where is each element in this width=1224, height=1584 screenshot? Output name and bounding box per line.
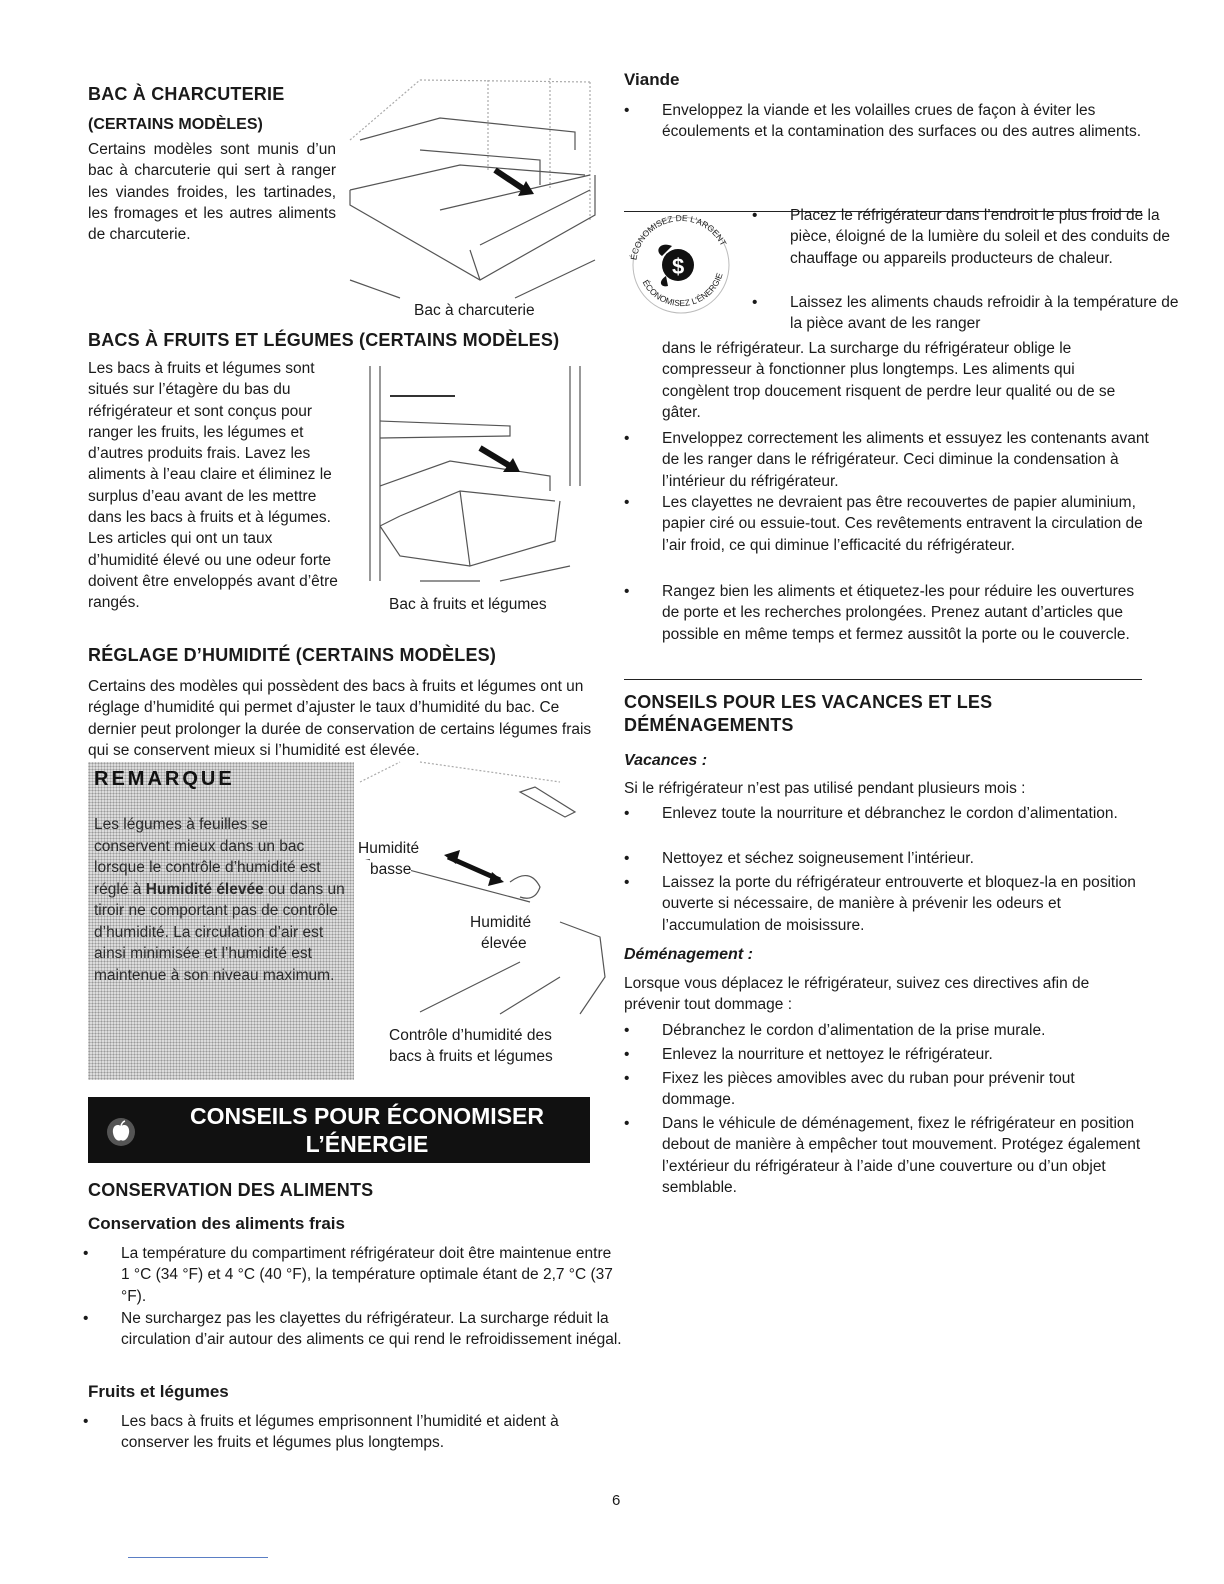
subsection-title-viande: Viande xyxy=(624,70,680,89)
footer-line xyxy=(128,1557,268,1558)
energy-bullet-3: • Enveloppez correctement les aliments et essuyez les contenants avant de les ranger dans le réfrigérateur. Ceci diminue la condensation à l’intérieur du réfrigérateur. xyxy=(624,428,1152,492)
demenagement-bullet-2: • Enlevez la nourriture et nettoyez le réfrigérateur. xyxy=(624,1044,1152,1065)
subsection-title-vacances: Vacances : xyxy=(624,752,708,769)
humidity-control-illustration xyxy=(360,762,610,1024)
energy-saving-logo xyxy=(622,206,740,324)
humidity-high-label-1: Humidité xyxy=(470,914,532,931)
subsection-title-fruits: Fruits et légumes xyxy=(88,1382,229,1401)
vacances-bullet-2: • Nettoyez et séchez soigneusement l’intérieur. xyxy=(624,848,1152,869)
section-title-vacances-line1: CONSEILS POUR LES VACANCES ET LES xyxy=(624,692,993,712)
section-title-conservation: CONSERVATION DES ALIMENTS xyxy=(88,1180,374,1200)
energy-bullet-2-continued: dans le réfrigérateur. La surcharge du réfrigérateur oblige le compresseur à fonctionner plus longtemps. Les aliments qui congèlent trop doucement risquent de perdre leur qualité ou de se gâter. xyxy=(662,340,1116,421)
bacs-fruits-caption: Bac à fruits et légumes xyxy=(389,596,547,613)
humidity-high-label-2: élevée xyxy=(481,935,527,952)
section-title-bac-charcuterie: BAC À CHARCUTERIE xyxy=(88,84,285,104)
bac-charcuterie-caption: Bac à charcuterie xyxy=(414,302,535,319)
banner-line-2: L’ÉNERGIE xyxy=(305,1131,429,1157)
humidity-low-label-2: basse xyxy=(370,861,412,878)
vacances-bullet-3: • Laissez la porte du réfrigérateur entrouverte et bloquez-la en position ouverte si nécessaire, de manière à prévenir les odeurs et l’accumulation de moisissure. xyxy=(624,872,1152,936)
humidity-caption-1: Contrôle d’humidité des xyxy=(389,1027,552,1044)
remarque-title: REMARQUE xyxy=(94,768,235,790)
remarque-text xyxy=(94,814,348,986)
energy-bullet-2-start: • Laissez les aliments chauds refroidir à la température de la pièce avant de les ranger xyxy=(752,292,1180,335)
humidity-caption-2: bacs à fruits et légumes xyxy=(389,1048,553,1065)
frais-bullet-1: • La température du compartiment réfrigérateur doit être maintenue entre 1 °C (34 °F) et 4 °C (40 °F), la température optimale étant de 2,7 °C (37 °F). xyxy=(83,1243,623,1307)
remarque-text-part2: ou dans un tiroir ne comportant pas de contrôle d’humidité. La circulation d’air est ainsi minimisée et l’humidité est maintenue à son niveau maximum. xyxy=(94,880,345,984)
energy-bullet-1: • Placez le réfrigérateur dans l’endroit le plus froid de la pièce, éloigné de la lumière du soleil et des conduits de chauffage ou appareils producteurs de chaleur. xyxy=(752,205,1180,269)
energy-bullet-5: • Rangez bien les aliments et étiquetez-les pour réduire les ouvertures de porte et les recherches prolongées. Prenez autant d’articles que possible en même temps et fermez aussitôt la porte ou le couvercle. xyxy=(624,581,1152,645)
demenagement-intro: Lorsque vous déplacez le réfrigérateur, suivez ces directives afin de prévenir tout dommage : xyxy=(624,975,1090,1014)
bacs-fruits-text: Les bacs à fruits et légumes sont situés sur l’étagère du bas du réfrigérateur et sont conçus pour ranger les fruits, les légumes et d’autres produits frais. Lavez les aliments à l’eau claire et éliminez le surplus d’eau avant de les mettre dans les bacs à fruits et à légumes. Les articles qui ont un taux d’humidité élevé ou une odeur forte doivent être enveloppés avant d’être rangés. xyxy=(88,360,338,612)
reglage-humidite-text: Certains des modèles qui possèdent des bacs à fruits et légumes ont un réglage d’humidité qui permet d’ajuster le taux d’humidité du bac. Ce dernier peut prolonger la durée de conservation de certains légumes frais qui se conservent mieux si l’humidité est élevée. xyxy=(88,678,592,759)
bac-charcuterie-text: Certains modèles sont munis d’un bac à charcuterie qui sert à ranger les viandes froides, les tartinades, les fromages et les autres aliments de charcuterie. xyxy=(88,141,336,244)
frais-bullet-2: • Ne surchargez pas les clayettes du réfrigérateur. La surcharge réduit la circulation d’air autour des aliments ce qui rend le refroidissement inégal. xyxy=(83,1308,623,1351)
subsection-title-demenagement: Déménagement : xyxy=(624,946,753,963)
subsection-title-frais: Conservation des aliments frais xyxy=(88,1214,345,1233)
svg-text:$: $ xyxy=(672,254,685,279)
energy-tips-banner xyxy=(88,1097,590,1163)
section-subtitle-certains-modeles: (CERTAINS MODÈLES) xyxy=(88,116,263,133)
energy-bullet-4: • Les clayettes ne devraient pas être recouvertes de papier aluminium, papier ciré ou essuie-tout. Ces revêtements entravent la circulation de l’air froid, ce qui diminue l’efficacité du réfrigérateur. xyxy=(624,492,1152,556)
humidity-low-label-1: Humidité xyxy=(358,840,420,857)
crisper-drawer-illustration xyxy=(360,366,590,596)
demenagement-bullet-3: • Fixez les pièces amovibles avec du ruban pour prévenir tout dommage. xyxy=(624,1068,1152,1111)
logo-top-text: ÉCONOMISEZ DE L’ARGENT xyxy=(628,212,729,261)
demenagement-bullet-1: • Débranchez le cordon d’alimentation de la prise murale. xyxy=(624,1020,1152,1041)
demenagement-bullet-4: • Dans le véhicule de déménagement, fixez le réfrigérateur en position debout de manière à empêcher tout mouvement. Protégez également l’extérieur du réfrigérateur à l’aide d’une couverture ou d’un objet semblable. xyxy=(624,1113,1152,1198)
vacances-intro: Si le réfrigérateur n’est pas utilisé pendant plusieurs mois : xyxy=(624,780,1026,797)
page-number: 6 xyxy=(612,1492,621,1509)
remarque-text-bold: Humidité élevée xyxy=(145,880,264,898)
banner-line-1: CONSEILS POUR ÉCONOMISER xyxy=(190,1103,544,1129)
viande-bullet: • Enveloppez la viande et les volailles crues de façon à éviter les écoulements et la contamination des surfaces ou des autres aliments. xyxy=(624,100,1152,143)
section-title-reglage-humidite: RÉGLAGE D’HUMIDITÉ (CERTAINS MODÈLES) xyxy=(88,645,497,665)
remarque-note-box xyxy=(88,762,354,1080)
apple-icon xyxy=(106,1117,136,1147)
divider-2 xyxy=(624,679,1142,680)
remarque-text-part1: Les légumes à feuilles se conservent mieux dans un bac lorsque le contrôle d’humidité est réglé à xyxy=(94,816,321,898)
vacances-bullet-1: • Enlevez toute la nourriture et débranchez le cordon d’alimentation. xyxy=(624,803,1152,824)
meat-drawer-illustration xyxy=(340,70,602,300)
logo-bottom-text: ÉCONOMISEZ L’ÉNERGIE xyxy=(640,271,725,309)
fruits-bullet-1: • Les bacs à fruits et légumes emprisonnent l’humidité et aident à conserver les fruits et légumes plus longtemps. xyxy=(83,1411,623,1454)
section-title-bacs-fruits: BACS À FRUITS ET LÉGUMES (CERTAINS MODÈLES) xyxy=(88,330,560,350)
section-title-vacances-line2: DÉMÉNAGEMENTS xyxy=(624,715,794,735)
